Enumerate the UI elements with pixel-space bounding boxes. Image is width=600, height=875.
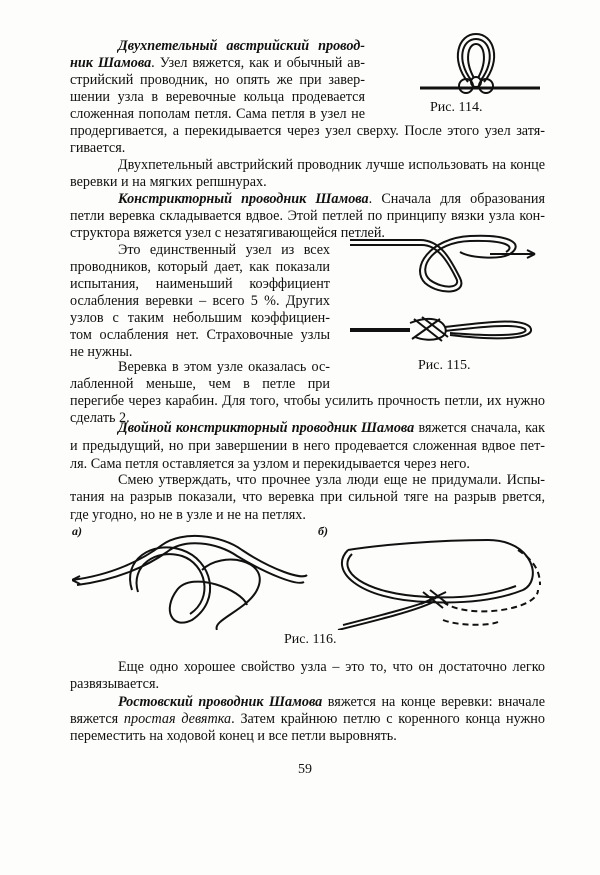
text-line: ля. Сама петля оставляется за узлом и перекидывается через него. xyxy=(70,456,470,472)
figure-116-caption: Рис. 116. xyxy=(284,632,337,647)
text-line: Еще одно хорошее свойство узла – это то, что он достаточно легко xyxy=(118,659,545,675)
text-line: тания на разрыв показали, что веревка при сильной тяге на разрыв рвется, xyxy=(70,489,545,505)
text: вяжется xyxy=(70,711,124,727)
text: . Сначала для образования xyxy=(368,191,545,207)
text-line: гивается. xyxy=(70,140,126,156)
text: . Затем крайнюю петлю с коренного конца нужно xyxy=(231,711,545,727)
knot-title: Ростовский проводник Шамова xyxy=(118,694,323,710)
text-line xyxy=(118,191,545,208)
text-line: продергивается, а перекидывается через узел сверху. После этого узел затя- xyxy=(70,123,545,139)
text-line: лабленной меньше, чем в петле при xyxy=(70,376,330,392)
text-line: испытания, наименьший коэффициент xyxy=(70,276,330,292)
text-line: проводников, который дает, как показали xyxy=(70,259,330,275)
figure-115-knot-tied xyxy=(350,315,545,355)
text-line: петли веревка складывается вдвое. Этой петлей по принципу вязки узла кон- xyxy=(70,208,545,224)
text-line xyxy=(118,38,365,55)
text-line xyxy=(70,55,365,72)
figure-114-caption: Рис. 114. xyxy=(430,100,483,115)
page-number: 59 xyxy=(298,762,312,777)
text-line: сложенная пополам петля. Сама петля в узел не xyxy=(70,106,365,122)
figure-116-label-a: а) xyxy=(72,524,82,538)
knot-title: ник Шамова xyxy=(70,55,152,71)
figure-116a-knot xyxy=(72,530,312,630)
text-line: том ослабления нет. Страховочные узлы xyxy=(70,327,330,343)
knot-title: Двухпетельный австрийский провод- xyxy=(118,38,365,54)
text-line: не нужны. xyxy=(70,344,133,360)
text-line: переместить на ходовой конец и все петли выровнять. xyxy=(70,728,397,744)
text-line: шении узла в веревочные кольца продевается xyxy=(70,89,365,105)
knot-title: Двойной констрикторный проводник Шамова xyxy=(118,420,415,436)
text-line: где угодно, но не в узле и не на петлях. xyxy=(70,507,306,523)
text-line: веревки и на мягких репшнурах. xyxy=(70,174,267,190)
text-line: Смею утверждать, что прочнее узла люди еще не придумали. Испы- xyxy=(118,472,545,488)
text-line: развязывается. xyxy=(70,676,160,692)
text: вяжется на конце веревки: вначале xyxy=(322,694,545,710)
text-line: Веревка в этом узле оказалась ос- xyxy=(118,359,330,375)
text-line: и предыдущий, но при завершении в него продевается сложенная вдвое пет- xyxy=(70,438,545,454)
text-line: перегибе через карабин. Для того, чтобы усилить прочность петли, их нужно xyxy=(70,393,545,409)
figure-114-knot xyxy=(420,30,540,98)
figure-116-label-b: б) xyxy=(318,524,328,538)
text-line: сделать 2. xyxy=(70,410,130,426)
text: . Узел вяжется, как и обычный ав- xyxy=(151,55,365,71)
knot-name: простая девятка xyxy=(123,711,232,727)
text-line: ослабления веревки – всего 5 %. Других xyxy=(70,293,330,309)
text-line xyxy=(118,694,545,711)
knot-title: Констрикторный проводник Шамова xyxy=(118,191,369,207)
text-line: Это единственный узел из всех xyxy=(118,242,330,258)
text-line: структора вяжется узел с незатягивающейся петлей. xyxy=(70,225,385,241)
text-line: стрийский проводник, но опять же при завер- xyxy=(70,72,365,88)
figure-116b-knot xyxy=(318,530,548,630)
text-line: узлов с таким небольшим коэффициен- xyxy=(70,310,330,326)
figure-115-knot-loose xyxy=(350,228,545,300)
figure-115-caption: Рис. 115. xyxy=(418,358,471,373)
text-line xyxy=(70,711,545,728)
text-line xyxy=(118,420,545,437)
text-line: Двухпетельный австрийский проводник лучше использовать на конце xyxy=(118,157,545,173)
text: вяжется сначала, как xyxy=(414,420,545,436)
